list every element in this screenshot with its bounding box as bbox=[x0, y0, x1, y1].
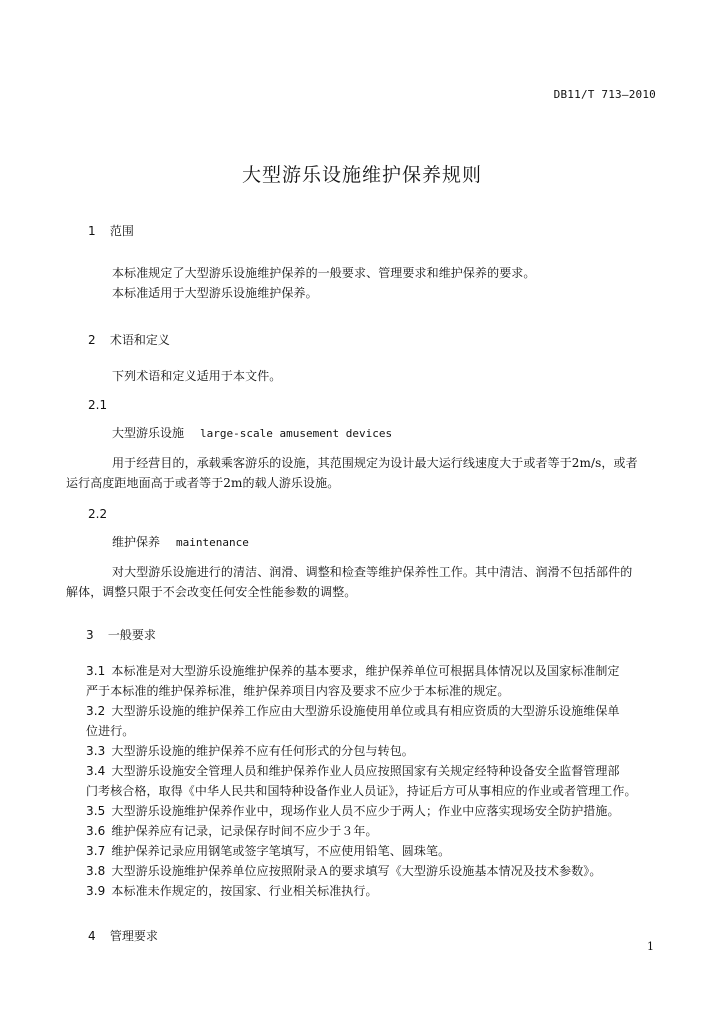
term-english: maintenance bbox=[176, 536, 249, 549]
paragraph: 本标准规定了大型游乐设施维护保养的一般要求、管理要求和维护保养的要求。 bbox=[112, 266, 536, 280]
clause-number: 3.3 bbox=[86, 744, 106, 758]
clause-text: 本标准是对大型游乐设施维护保养的基本要求，维护保养单位可根据具体情况以及国家标准制定 bbox=[111, 664, 620, 678]
clause-text: 大型游乐设施的维护保养工作应由大型游乐设施使用单位或具有相应资质的大型游乐设施维保单 bbox=[111, 704, 620, 718]
clause-number: 3.9 bbox=[86, 884, 106, 898]
term-definition: 对大型游乐设施进行的清洁、润滑、调整和检查等维护保养性工作。其中清洁、润滑不包括部件的 bbox=[112, 565, 633, 579]
clause-item bbox=[86, 801, 660, 821]
document-code: DB11/T 713—2010 bbox=[553, 88, 656, 101]
clause-text: 大型游乐设施维护保养作业中，现场作业人员不应少于两人；作业中应落实现场安全防护措施。 bbox=[111, 804, 620, 818]
term-definition-cont: 解体，调整只限于不会改变任何安全性能参数的调整。 bbox=[66, 585, 357, 599]
subclause-number: 2.1 bbox=[88, 398, 108, 412]
paragraph: 本标准适用于大型游乐设施维护保养。 bbox=[112, 286, 318, 300]
page-number: 1 bbox=[647, 940, 654, 953]
term-chinese: 维护保养 bbox=[112, 535, 161, 549]
section-title: 范围 bbox=[109, 224, 134, 238]
term-english: large-scale amusement devices bbox=[200, 427, 393, 440]
clause-text: 本标准未作规定的，按国家、行业相关标准执行。 bbox=[111, 884, 378, 898]
clause-text: 大型游乐设施安全管理人员和维护保养作业人员应按照国家有关规定经特种设备安全监督管理部 bbox=[111, 764, 620, 778]
clause-item bbox=[86, 841, 660, 861]
clause-text: 维护保养记录应用钢笔或签字笔填写，不应使用铅笔、圆珠笔。 bbox=[111, 844, 451, 858]
paragraph: 下列术语和定义适用于本文件。 bbox=[112, 369, 282, 383]
section-title: 一般要求 bbox=[107, 628, 156, 642]
clause-text-cont: 门考核合格，取得《中华人民共和国特种设备作业人员证》，持证后方可从事相应的作业或者管理工作。 bbox=[86, 784, 637, 798]
section-number: 3 bbox=[86, 628, 94, 642]
clause-text: 大型游乐设施的维护保养不应有任何形式的分包与转包。 bbox=[111, 744, 414, 758]
term-chinese: 大型游乐设施 bbox=[112, 426, 185, 440]
clause-number: 3.8 bbox=[86, 864, 106, 878]
section-3-heading bbox=[86, 626, 660, 643]
section-number: 1 bbox=[88, 224, 96, 238]
clause-item bbox=[86, 861, 660, 881]
term-definition: 用于经营目的，承载乘客游乐的设施，其范围规定为设计最大运行线速度大于或者等于2m/s，或者 bbox=[112, 456, 638, 470]
clause-text: 维护保养应有记录，记录保存时间不应少于３年。 bbox=[111, 824, 378, 838]
clause-number: 3.4 bbox=[86, 764, 106, 778]
term-entry bbox=[88, 424, 660, 441]
page-title: 大型游乐设施维护保养规则 bbox=[241, 164, 482, 186]
section-number: 4 bbox=[88, 929, 96, 943]
clause-text: 大型游乐设施维护保养单位应按照附录Ａ的要求填写《大型游乐设施基本情况及技术参数》。 bbox=[111, 864, 602, 878]
clause-number: 3.6 bbox=[86, 824, 106, 838]
section-title: 术语和定义 bbox=[109, 333, 170, 347]
clause-number: 3.1 bbox=[86, 664, 106, 678]
clause-item bbox=[86, 741, 660, 761]
section-number: 2 bbox=[88, 333, 96, 347]
section-title: 管理要求 bbox=[109, 929, 158, 943]
term-definition-cont: 运行高度距地面高于或者等于2m的载人游乐设施。 bbox=[66, 476, 340, 490]
term-entry bbox=[88, 533, 660, 550]
clause-item bbox=[86, 881, 660, 901]
clause-list bbox=[86, 661, 660, 901]
section-4-heading bbox=[88, 927, 660, 944]
clause-text-cont: 严于本标准的维护保养标准，维护保养项目内容及要求不应少于本标准的规定。 bbox=[86, 684, 510, 698]
clause-item bbox=[86, 821, 660, 841]
clause-item bbox=[86, 761, 660, 781]
clause-number: 3.7 bbox=[86, 844, 106, 858]
section-2-heading bbox=[88, 331, 660, 348]
clause-item bbox=[86, 701, 660, 721]
clause-number: 3.2 bbox=[86, 704, 106, 718]
subclause-number: 2.2 bbox=[88, 507, 108, 521]
clause-item bbox=[86, 661, 660, 681]
clause-number: 3.5 bbox=[86, 804, 106, 818]
clause-text-cont: 位进行。 bbox=[86, 724, 135, 738]
section-1-heading bbox=[88, 222, 660, 239]
document-body bbox=[66, 222, 660, 944]
